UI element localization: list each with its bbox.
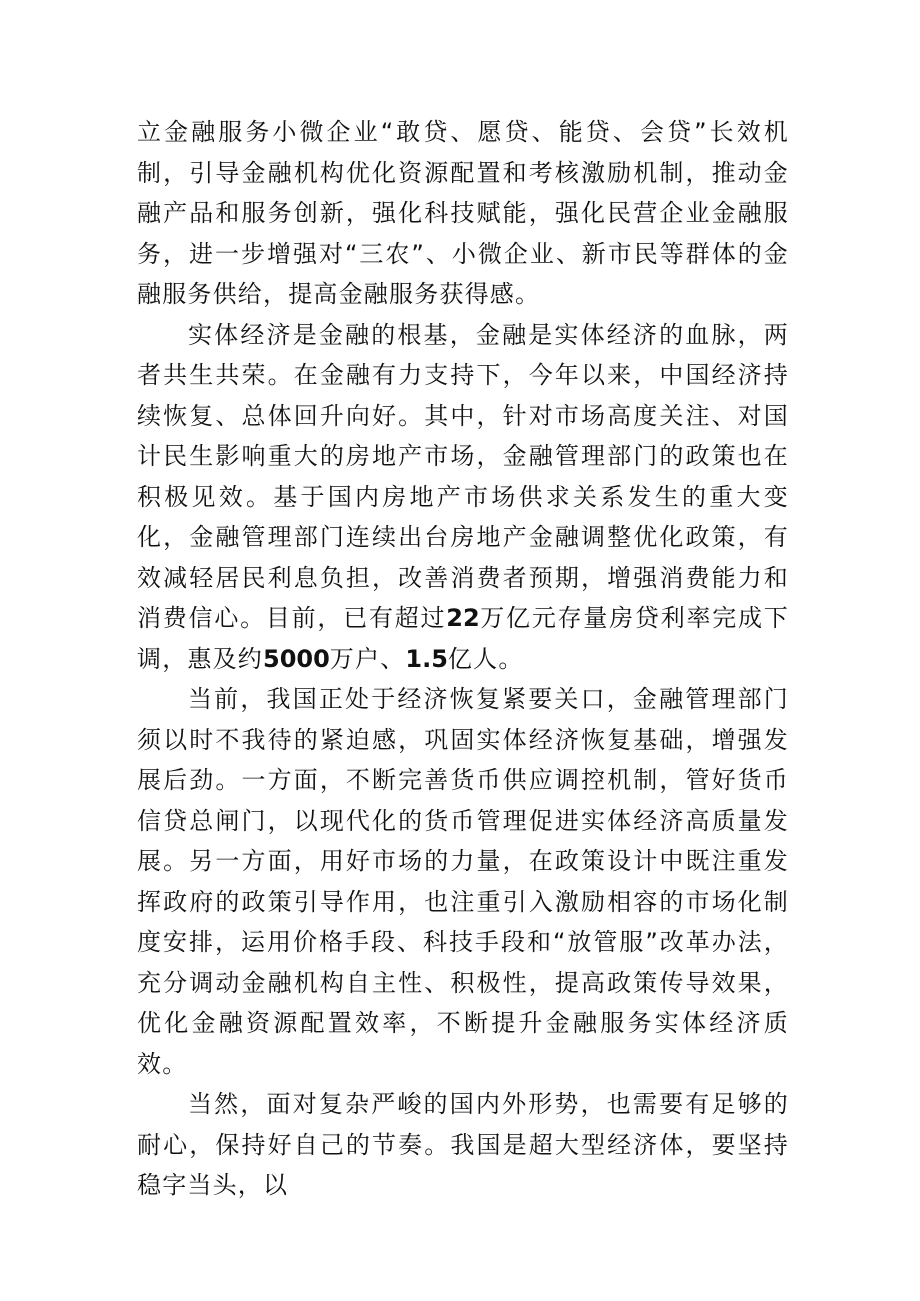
paragraph-2 <box>137 315 789 680</box>
paragraph-text: 万户、 <box>329 644 406 673</box>
paragraph-text: 当然，面对复杂严峻的国内外形势，也需要有足够的耐心，保持好自己的节奏。我国是超大型经济体，要坚持稳字当头，以 <box>137 1090 789 1199</box>
number-5000: 5000 <box>263 644 330 673</box>
number-1-5: 1.5 <box>405 644 448 673</box>
paragraph-text: 万亿元存量房贷利率完成下调，惠及约 <box>137 604 789 673</box>
paragraph-3 <box>137 679 789 1084</box>
paragraph-text: 立金融服务小微企业“敢贷、愿贷、能贷、会贷”长效机制，引导金融机构优化资源配置和考核激励机制，推动金融产品和服务创新，强化科技赋能，强化民营企业金融服务，进一步增强对“三农”、小微企业、新市民等群体的金融服务供给，提高金融服务获得感。 <box>137 118 789 308</box>
article-body <box>137 112 789 1206</box>
paragraph-text: 实体经济是金融的根基，金融是实体经济的血脉，两者共生共荣。在金融有力支持下，今年以来，中国经济持续恢复、总体回升向好。其中，针对市场高度关注、对国计民生影响重大的房地产市场，金融管理部门的政策也在积极见效。基于国内房地产市场供求关系发生的重大变化，金融管理部门连续出台房地产金融调整优化政策，有效减轻居民利息负担，改善消费者预期，增强消费能力和消费信心。目前，已有超过 <box>137 320 789 632</box>
paragraph-text: 当前，我国正处于经济恢复紧要关口，金融管理部门须以时不我待的紧迫感，巩固实体经济恢复基础，增强发展后劲。一方面，不断完善货币供应调控机制，管好货币信贷总闸门，以现代化的货币管理促进实体经济高质量发展。另一方面，用好市场的力量，在政策设计中既注重发挥政府的政策引导作用，也注重引入激励相容的市场化制度安排，运用价格手段、科技手段和“放管服”改革办法，充分调动金融机构自主性、积极性，提高政策传导效果，优化金融资源配置效率，不断提升金融服务实体经济质效。 <box>137 685 789 1078</box>
paragraph-4 <box>137 1084 789 1206</box>
paragraph-text: 亿人。 <box>447 644 524 673</box>
paragraph-1 <box>137 112 789 315</box>
number-22: 22 <box>446 604 480 632</box>
